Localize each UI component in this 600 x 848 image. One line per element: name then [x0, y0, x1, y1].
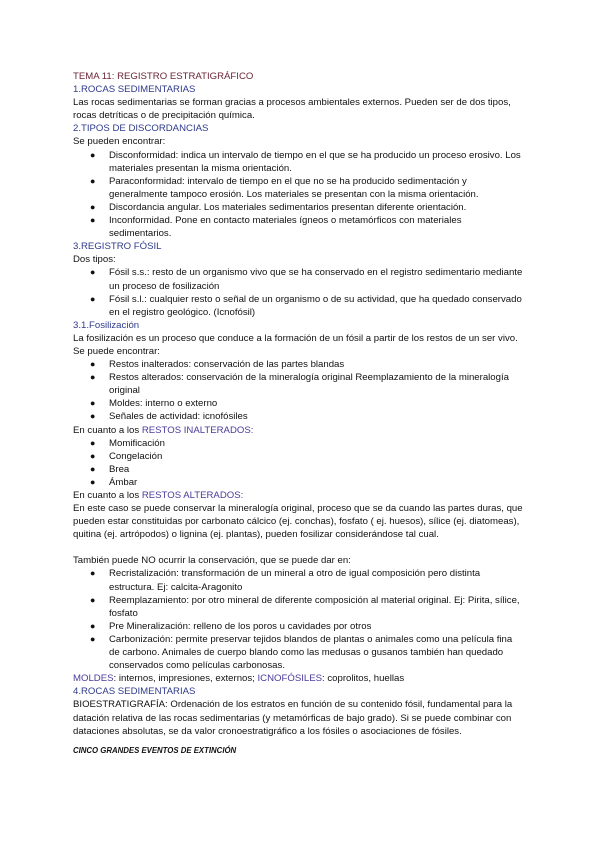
- bullet-icon: ●: [90, 215, 96, 226]
- discordancias-list: [73, 149, 525, 241]
- section-3-1-text: La fosilización es un proceso que conduce a la formación de un fósil a partir de los restos de un ser vivo. Se puede encontrar:: [73, 332, 518, 357]
- bullet-icon: ●: [90, 267, 96, 278]
- bullet-icon: ●: [90, 437, 96, 448]
- list-item: ● Carbonización: permite preservar tejidos blandos de plantas o animales como una película fina de carbono. Animales de cuerpo blando como las medusas o gusanos también han quedado conservados como películas carbonosas.: [90, 633, 513, 672]
- restos-inalterados-intro: En cuanto a los RESTOS INALTERADOS:: [73, 424, 254, 436]
- spacer: [73, 541, 525, 554]
- document-page: [73, 70, 525, 764]
- list-item: ● Pre Mineralización: relleno de los poros u cavidades por otros: [90, 620, 372, 632]
- section-3-1-heading: 3.1.Fosilización: [73, 319, 140, 331]
- section-1-text: Las rocas sedimentarias se forman gracias a procesos ambientales externos. Pueden ser de dos tipos, rocas detríticas o de precipitación química.: [73, 97, 511, 122]
- icnofosiles-term: ICNOFÓSILES: [257, 673, 323, 685]
- list-item: ● Fósil s.s.: resto de un organismo vivo que se ha conservado en el registro sedimentario mediante un proceso de fosilización: [90, 267, 523, 292]
- list-item: ● Congelación: [90, 450, 163, 462]
- bullet-icon: ●: [90, 594, 96, 605]
- section-3-heading: 3.REGISTRO FÓSIL: [73, 241, 162, 253]
- bullet-icon: ●: [90, 398, 96, 409]
- bullet-icon: ●: [90, 450, 96, 461]
- no-conservacion-list: [73, 567, 525, 672]
- bullet-icon: ●: [90, 201, 96, 212]
- bullet-icon: ●: [90, 633, 96, 644]
- no-conservacion-text: También puede NO ocurrir la conservación, que se puede dar en:: [73, 555, 351, 567]
- bullet-icon: ●: [90, 463, 96, 474]
- section-2-intro: Se pueden encontrar:: [73, 136, 166, 148]
- restos-alterados-term: RESTOS ALTERADOS:: [141, 490, 244, 501]
- restos-alterados-intro: En cuanto a los RESTOS ALTERADOS:: [73, 490, 244, 501]
- restos-inalterados-term: RESTOS INALTERADOS:: [141, 424, 254, 436]
- list-item: ● Paraconformidad: intervalo de tiempo en el que no se ha producido sedimentación y generalmente tampoco erosión. Los materiales se presentan con la misma orientación.: [90, 175, 479, 200]
- restos-inalterados-list: [73, 437, 525, 489]
- fosil-types-list: [73, 266, 525, 318]
- document-title: TEMA 11: REGISTRO ESTRATIGRÁFICO: [73, 71, 254, 82]
- list-item: ● Disconformidad: indica un intervalo de tiempo en el que se ha producido un proceso erosivo. Los materiales presentan la misma orientación.: [90, 149, 521, 174]
- bioestratigrafia-text: BIOESTRATIGRAFÍA: Ordenación de los estratos en función de su contenido fósil, fundamental para la datación relativa de las rocas sedimentarias (y metamórficas de bajo grado). Si se puede combinar con dataciones absolutas, se da valor cronoestratigráfico a los fósiles o asociaciones de fósiles.: [73, 699, 513, 737]
- bullet-icon: ●: [90, 568, 96, 579]
- fosilizacion-list: [73, 358, 525, 423]
- list-item: ● Ámbar: [90, 476, 138, 488]
- bullet-icon: ●: [90, 372, 96, 383]
- list-item: ● Recristalización: transformación de un mineral a otro de igual composición pero distinta estructura. Ej: calcita-Aragonito: [90, 568, 481, 593]
- bullet-icon: ●: [90, 149, 96, 160]
- bullet-icon: ●: [90, 293, 96, 304]
- list-item: ● Brea: [90, 463, 130, 475]
- restos-alterados-text: En este caso se puede conservar la mineralogía original, proceso que se da cuando las partes duras, que pueden estar constituidas por carbonato cálcico (ej. conchas), fosfato ( ej. huesos), sílice (ej. diatomeas), quitina (ej. artrópodos) o lignina (ej. plantas), pueden fosilizar considerándose tal cual.: [73, 503, 523, 541]
- list-item: ● Moldes: interno o externo: [90, 398, 218, 410]
- list-item: ● Reemplazamiento: por otro mineral de diferente composición al material original. Ej: Pirita, sílice, fosfato: [90, 594, 520, 619]
- bullet-icon: ●: [90, 411, 96, 422]
- list-item: ● Discordancia angular. Los materiales sedimentarios presentan diferente orientación.: [90, 201, 467, 213]
- list-item: ● Señales de actividad: icnofósiles: [90, 411, 248, 423]
- list-item: ● Inconformidad. Pone en contacto materiales ígneos o metamórficos con materiales sedimentarios.: [90, 215, 462, 240]
- section-3-intro: Dos tipos:: [73, 254, 116, 266]
- list-item: ● Fósil s.l.: cualquier resto o señal de un organismo o de su actividad, que ha quedado conservado en el registro geológico. (Icnofósil): [90, 293, 522, 318]
- extinction-events-heading: CINCO GRANDES EVENTOS DE EXTINCIÓN: [73, 746, 237, 756]
- moldes-term: MOLDES: [73, 673, 114, 685]
- bullet-icon: ●: [90, 175, 96, 186]
- list-item: ● Restos alterados: conservación de la mineralogía original Reemplazamiento de la mineralogía original: [90, 372, 509, 397]
- list-item: ● Momificación: [90, 437, 165, 449]
- bullet-icon: ●: [90, 476, 96, 487]
- section-1-heading: 1.ROCAS SEDIMENTARIAS: [73, 84, 196, 96]
- list-item: ● Restos inalterados: conservación de las partes blandas: [90, 359, 345, 371]
- bullet-icon: ●: [90, 620, 96, 631]
- moldes-icnofosiles-line: MOLDES: internos, impresiones, externos; ICNOFÓSILES: coprolitos, huellas: [73, 673, 405, 685]
- section-4-heading: 4.ROCAS SEDIMENTARIAS: [73, 686, 196, 698]
- section-2-heading: 2.TIPOS DE DISCORDANCIAS: [73, 123, 209, 135]
- bullet-icon: ●: [90, 359, 96, 370]
